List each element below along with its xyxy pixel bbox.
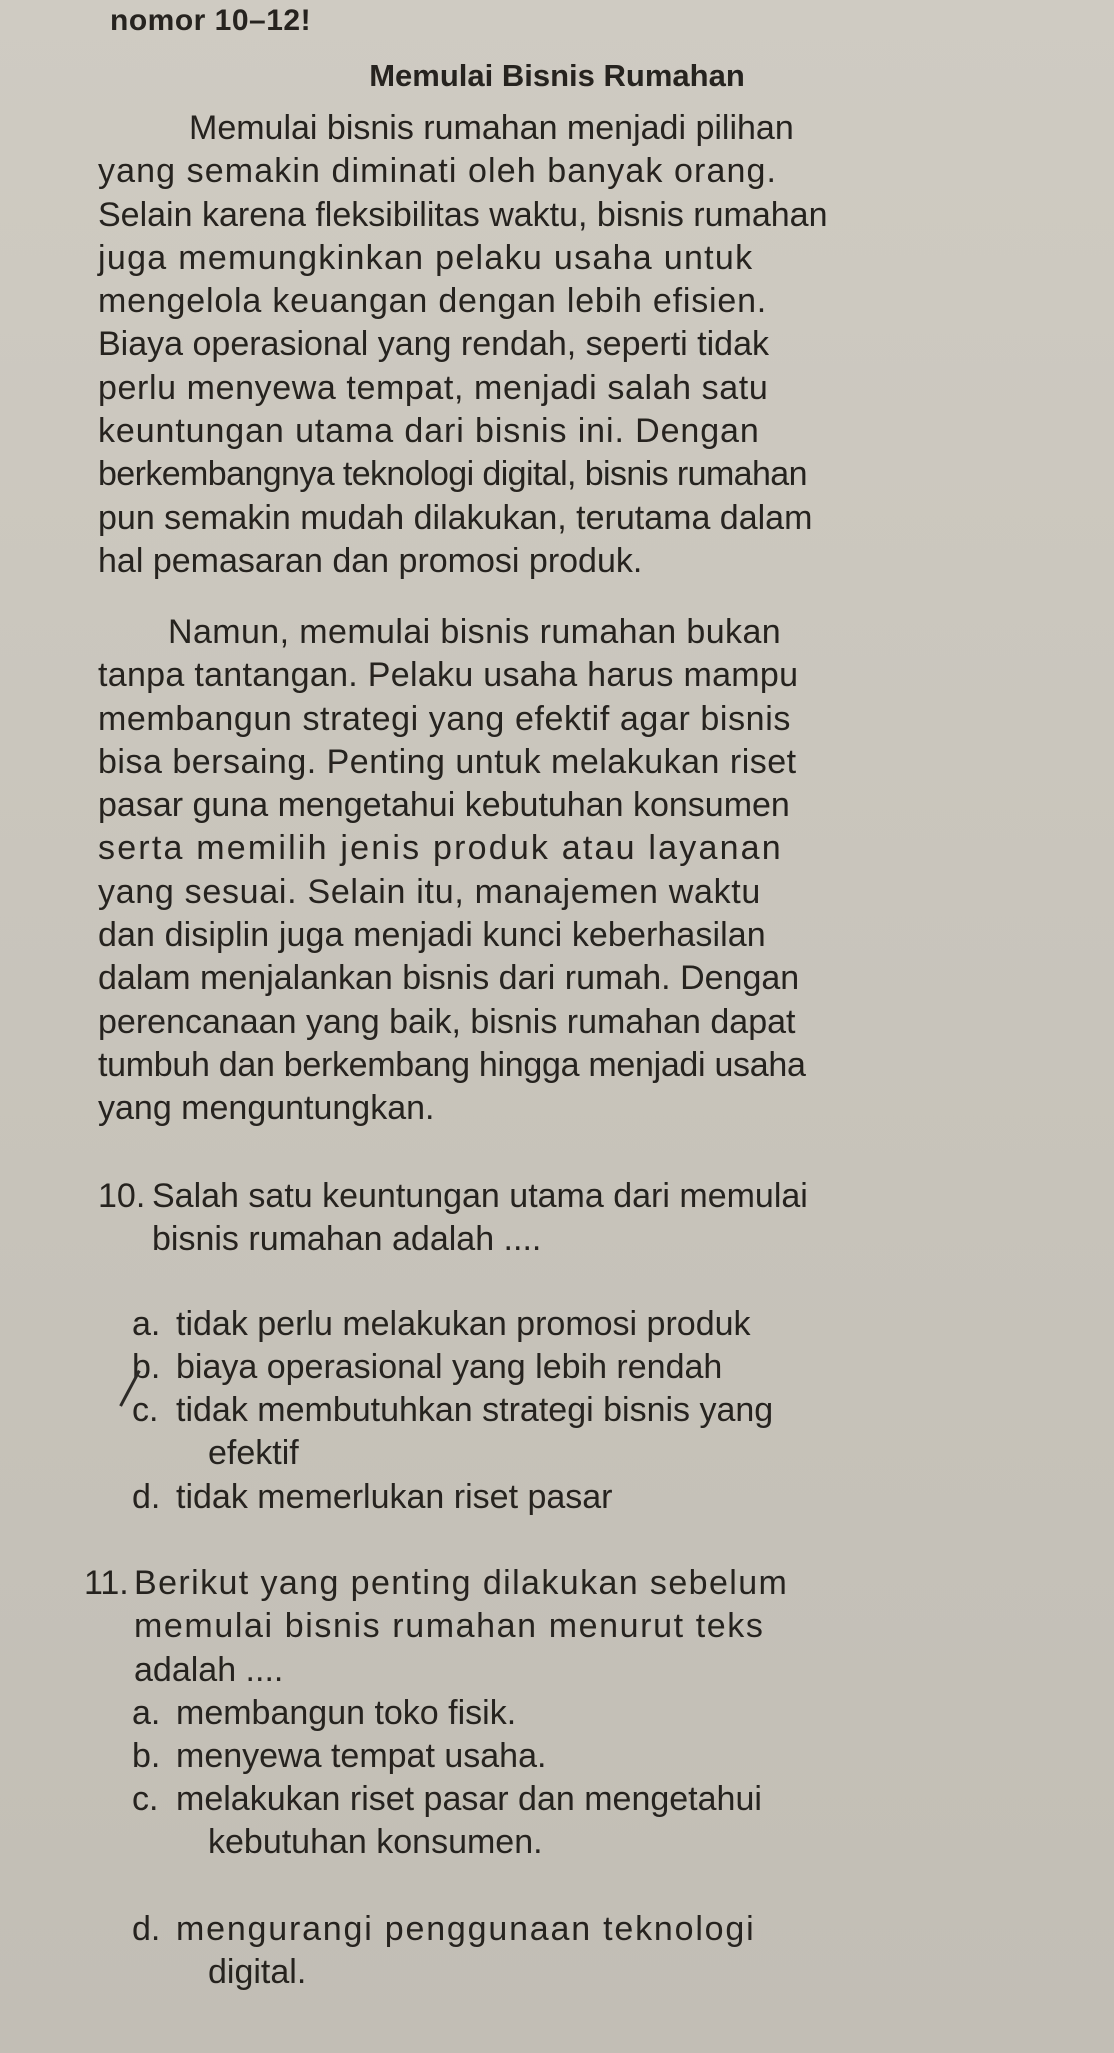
option-letter: a. (132, 1694, 161, 1732)
paragraph-line: keuntungan utama dari bisnis ini. Dengan (98, 412, 760, 451)
question-number: 11. (84, 1564, 129, 1602)
paragraph-line: dan disiplin juga menjadi kunci keberhasilan (98, 916, 766, 955)
paragraph-line: membangun strategi yang efektif agar bisnis (98, 699, 791, 738)
paragraph-line: tanpa tantangan. Pelaku usaha harus mampu (98, 656, 799, 695)
paragraph-line: juga memungkinkan pelaku usaha untuk (98, 238, 754, 277)
paragraph-line: Biaya operasional yang rendah, seperti tidak (98, 325, 769, 364)
question-line: Berikut yang penting dilakukan sebelum (134, 1564, 789, 1602)
passage-title: Memulai Bisnis Rumahan (369, 58, 745, 93)
option-text-continued: kebutuhan konsumen. (208, 1823, 543, 1862)
option-11d[interactable] (132, 1908, 755, 1995)
option-text: tidak perlu melakukan promosi produk (176, 1305, 751, 1343)
option-letter: a. (132, 1305, 161, 1343)
option-text: biaya operasional yang lebih rendah (176, 1348, 723, 1386)
paragraph-line: Memulai bisnis rumahan menjadi pilihan (189, 109, 794, 147)
paragraph-line: pun semakin mudah dilakukan, terutama dalam (98, 498, 813, 537)
option-10d[interactable] (132, 1476, 613, 1519)
question-text (152, 1175, 1014, 1262)
paragraph-line: tumbuh dan berkembang hingga menjadi usaha (98, 1045, 806, 1084)
paragraph-line: mengelola keuangan dengan lebih efisien. (98, 282, 768, 321)
option-text: membangun toko fisik. (176, 1694, 517, 1732)
paragraph-line: hal pemasaran dan promosi produk. (98, 541, 643, 580)
option-letter: c. (132, 1780, 159, 1818)
paragraph-line: perencanaan yang baik, bisnis rumahan dapat (98, 1002, 796, 1041)
paragraph-line: yang semakin diminati oleh banyak orang. (98, 152, 778, 191)
question-number: 10. (98, 1177, 146, 1215)
option-text: mengurangi penggunaan teknologi (176, 1910, 756, 1948)
option-text: tidak memerlukan riset pasar (176, 1478, 613, 1516)
paragraph-line: bisa bersaing. Penting untuk melakukan riset (98, 742, 797, 781)
paragraph-line: berkembangnya teknologi digital, bisnis rumahan (98, 455, 807, 494)
option-11b[interactable] (132, 1735, 546, 1778)
paragraph-line: serta memilih jenis produk atau layanan (98, 829, 783, 868)
paragraph-line: Namun, memulai bisnis rumahan bukan (168, 613, 782, 651)
question-line: memulai bisnis rumahan menurut teks (134, 1607, 765, 1646)
question-line: bisnis rumahan adalah .... (152, 1220, 542, 1259)
option-text: tidak membutuhkan strategi bisnis yang (176, 1391, 774, 1429)
question-line: adalah .... (134, 1650, 284, 1689)
option-letter: d. (132, 1478, 161, 1516)
question-text (134, 1562, 1014, 1692)
instruction-header: nomor 10–12! (110, 4, 312, 37)
option-text: melakukan riset pasar dan mengetahui (176, 1780, 762, 1818)
paragraph-line: pasar guna mengetahui kebutuhan konsumen (98, 786, 790, 825)
paragraph-line: yang menguntungkan. (98, 1089, 435, 1128)
paragraph-line: Selain karena fleksibilitas waktu, bisnis rumahan (98, 195, 828, 234)
option-text: menyewa tempat usaha. (176, 1737, 547, 1775)
option-text-continued: digital. (208, 1953, 307, 1992)
option-letter: d. (132, 1910, 161, 1948)
option-11a[interactable] (132, 1692, 516, 1735)
paragraph-1 (98, 107, 1013, 583)
option-letter: b. (132, 1348, 161, 1386)
option-10b[interactable] (132, 1346, 722, 1389)
option-letter: b. (132, 1737, 161, 1775)
question-line: Salah satu keuntungan utama dari memulai (152, 1177, 808, 1215)
option-text-continued: efektif (208, 1434, 299, 1473)
option-letter: c. (132, 1391, 159, 1429)
option-11c[interactable] (132, 1778, 762, 1865)
paragraph-line: perlu menyewa tempat, menjadi salah satu (98, 368, 769, 407)
paragraph-line: dalam menjalankan bisnis dari rumah. Dengan (98, 959, 800, 998)
paragraph-line: yang sesuai. Selain itu, manajemen waktu (98, 872, 762, 911)
option-10c[interactable] (132, 1389, 773, 1476)
paragraph-2 (98, 611, 1013, 1131)
option-10a[interactable] (132, 1303, 751, 1346)
